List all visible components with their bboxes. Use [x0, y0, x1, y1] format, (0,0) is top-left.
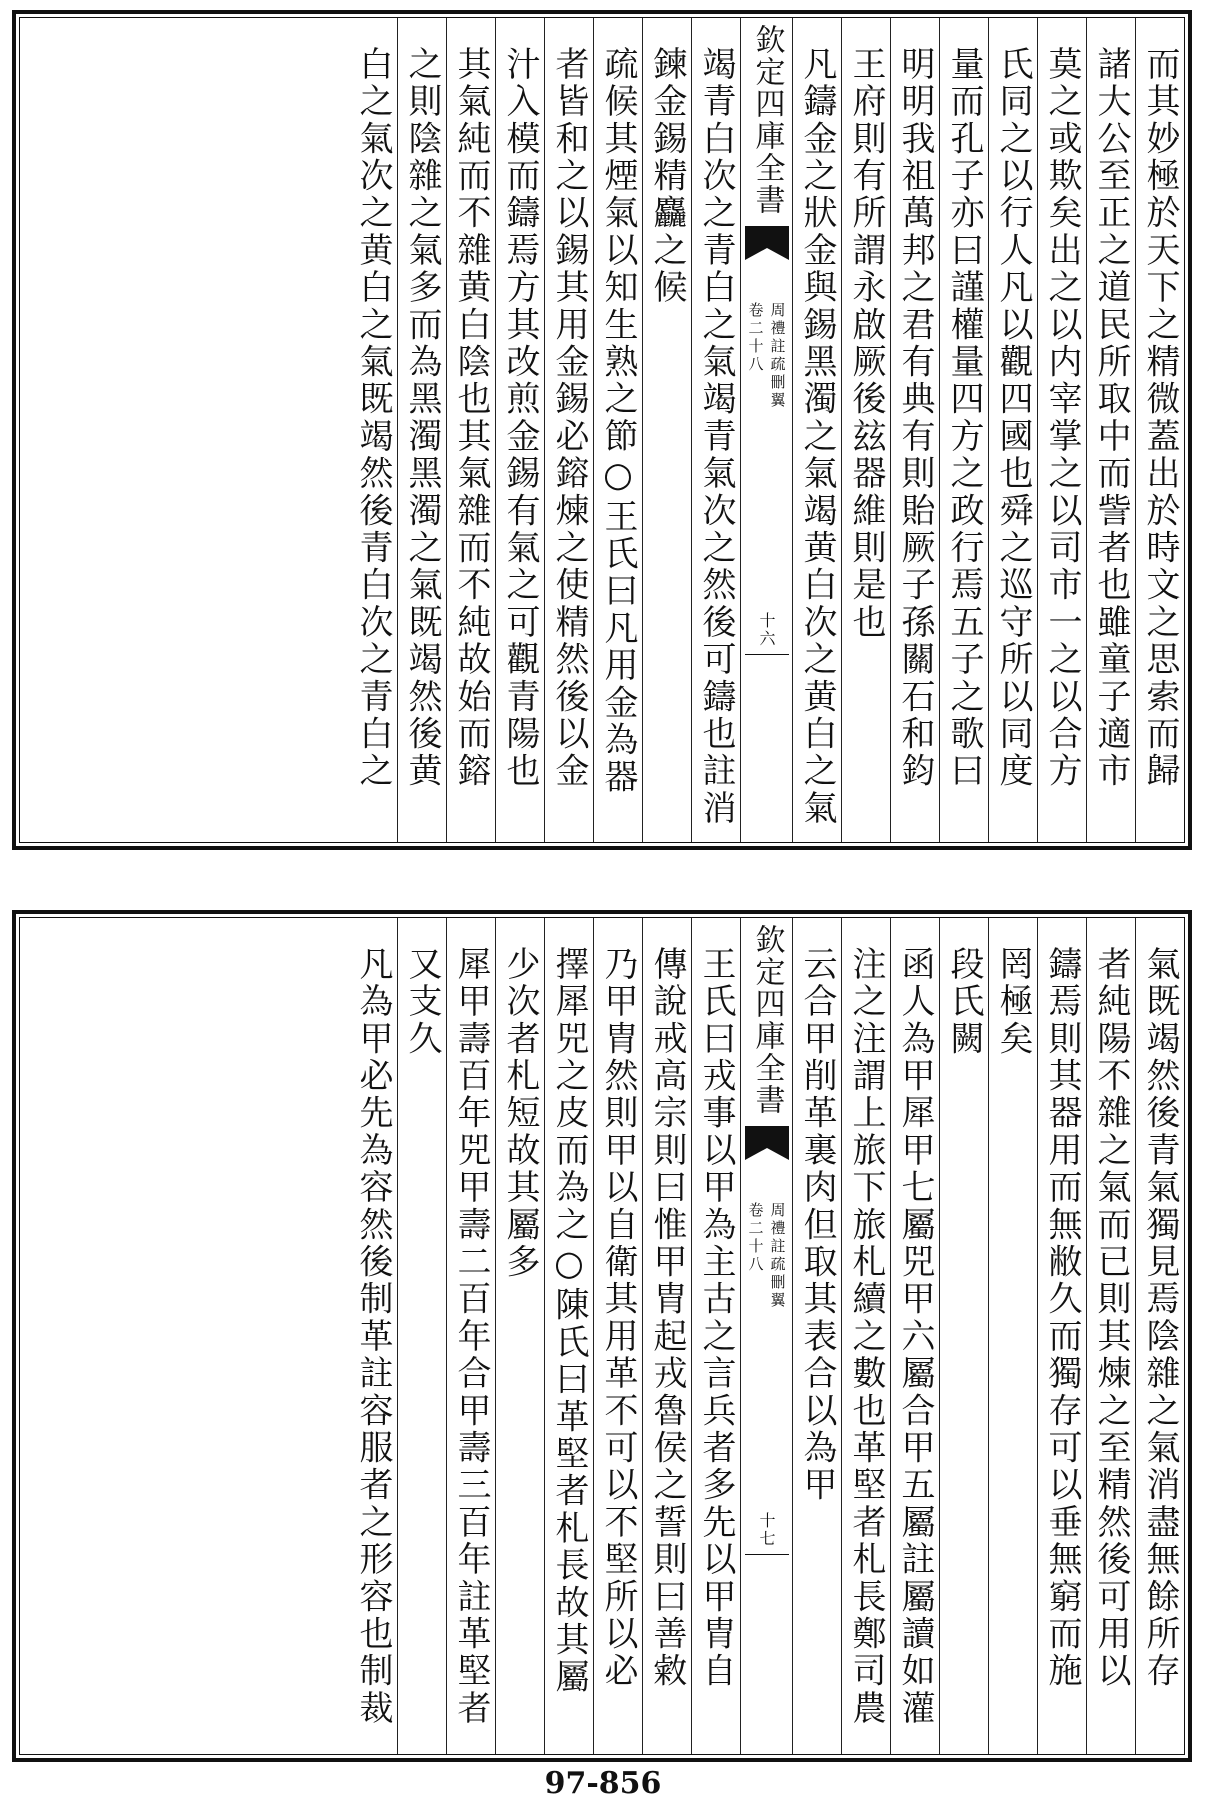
fold-labels: [747, 302, 787, 552]
page-columns-top: [19, 17, 1185, 843]
text-column: 凡鑄金之狀金與錫黑濁之氣竭黄白次之黄白之氣: [792, 18, 841, 842]
leaf-number: 十七: [757, 1512, 776, 1548]
text-column: 之則陰雜之氣多而為黑濁黑濁之氣既竭然後黄: [397, 18, 446, 842]
book-title: 周禮註疏刪翼: [768, 1202, 787, 1310]
text-column: 氏同之以行人凡以觀四國也舜之巡守所以同度: [988, 18, 1037, 842]
book-title: 周禮註疏刪翼: [768, 302, 787, 410]
text-column: 函人為甲犀甲七屬兕甲六屬合甲五屬註屬讀如灌: [890, 918, 939, 1754]
text-column: 者皆和之以錫其用金錫必鎔煉之使精然後以金: [544, 18, 593, 842]
text-column: 罔極矣: [988, 918, 1037, 1754]
text-column: 凡為甲必先為容然後制革註容服者之形容也制裁: [353, 946, 393, 1728]
center-fold-top: [740, 18, 792, 842]
page-number: 97-856: [544, 1766, 662, 1801]
text-column: 犀甲壽百年兕甲壽二百年合甲壽三百年註革堅者: [446, 918, 495, 1754]
text-column: 云合甲削革裏肉但取其表合以為甲: [792, 918, 841, 1754]
text-column: 其氣純而不雜黄白陰也其氣雜而不純故始而鎔: [446, 18, 495, 842]
text-column: 氣既竭然後青氣獨見焉陰雜之氣消盡無餘所存: [1135, 918, 1184, 1754]
volume-label: 卷二十八: [746, 302, 765, 374]
text-column: 鍊金錫精麤之候: [642, 18, 691, 842]
text-column: 量而孔子亦曰謹權量四方之政行焉五子之歌曰: [939, 18, 988, 842]
page-frame-top: [12, 10, 1192, 850]
leaf-number: 十六: [757, 612, 776, 648]
text-column: 明明我祖萬邦之君有典有則貽厥子孫關石和鈞: [890, 18, 939, 842]
text-column: 傳說戒高宗則曰惟甲胄起戎魯侯之誓則曰善敹: [642, 918, 691, 1754]
text-column: 注之注謂上旅下旅札續之數也革堅者札長鄭司農: [841, 918, 890, 1754]
text-column: 白之氣次之黄白之氣既竭然後青白次之青白之: [353, 46, 393, 790]
text-column: 汁入模而鑄焉方其改煎金錫有氣之可觀青陽也: [495, 18, 544, 842]
text-column: 鑄焉則其器用而無敝久而獨存可以垂無窮而施: [1037, 918, 1086, 1754]
book-series-title: 欽定四庫全書: [749, 924, 785, 1116]
divider: [745, 654, 789, 655]
text-column: 王氏曰戎事以甲為主古之言兵者多先以甲胄自: [691, 918, 740, 1754]
text-column: 而其妙極於天下之精微蓋出於時文之思索而歸: [1135, 18, 1184, 842]
fishtail-mark-icon: [745, 1126, 789, 1162]
text-column: 擇犀兕之皮而為之○陳氏曰革堅者札長故其屬: [544, 918, 593, 1754]
text-column: 諸大公至正之道民所取中而訾者也雖童子適市: [1086, 18, 1135, 842]
fishtail-mark-icon: [745, 226, 789, 262]
text-column: 疏候其煙氣以知生熟之節○王氏曰凡用金為器: [593, 18, 642, 842]
text-column: 又支久: [397, 918, 446, 1754]
text-column: 乃甲胄然則甲以自衛其用革不可以不堅所以必: [593, 918, 642, 1754]
divider: [745, 1554, 789, 1555]
center-fold-bottom: [740, 918, 792, 1754]
page-columns-bottom: [19, 917, 1185, 1755]
page-frame-bottom: [12, 910, 1192, 1762]
text-column: 段氏闕: [939, 918, 988, 1754]
volume-label: 卷二十八: [746, 1202, 765, 1274]
text-column: 少次者札短故其屬多: [495, 918, 544, 1754]
text-column: 者純陽不雜之氣而已則其煉之至精然後可用以: [1086, 918, 1135, 1754]
fold-labels: [747, 1202, 787, 1452]
text-column: 王府則有所謂永啟厥後玆器維則是也: [841, 18, 890, 842]
text-column: 莫之或欺矣出之以内宰掌之以司市一之以合方: [1037, 18, 1086, 842]
book-series-title: 欽定四庫全書: [749, 24, 785, 216]
text-column: 竭青白次之青白之氣竭青氣次之然後可鑄也註消: [691, 18, 740, 842]
